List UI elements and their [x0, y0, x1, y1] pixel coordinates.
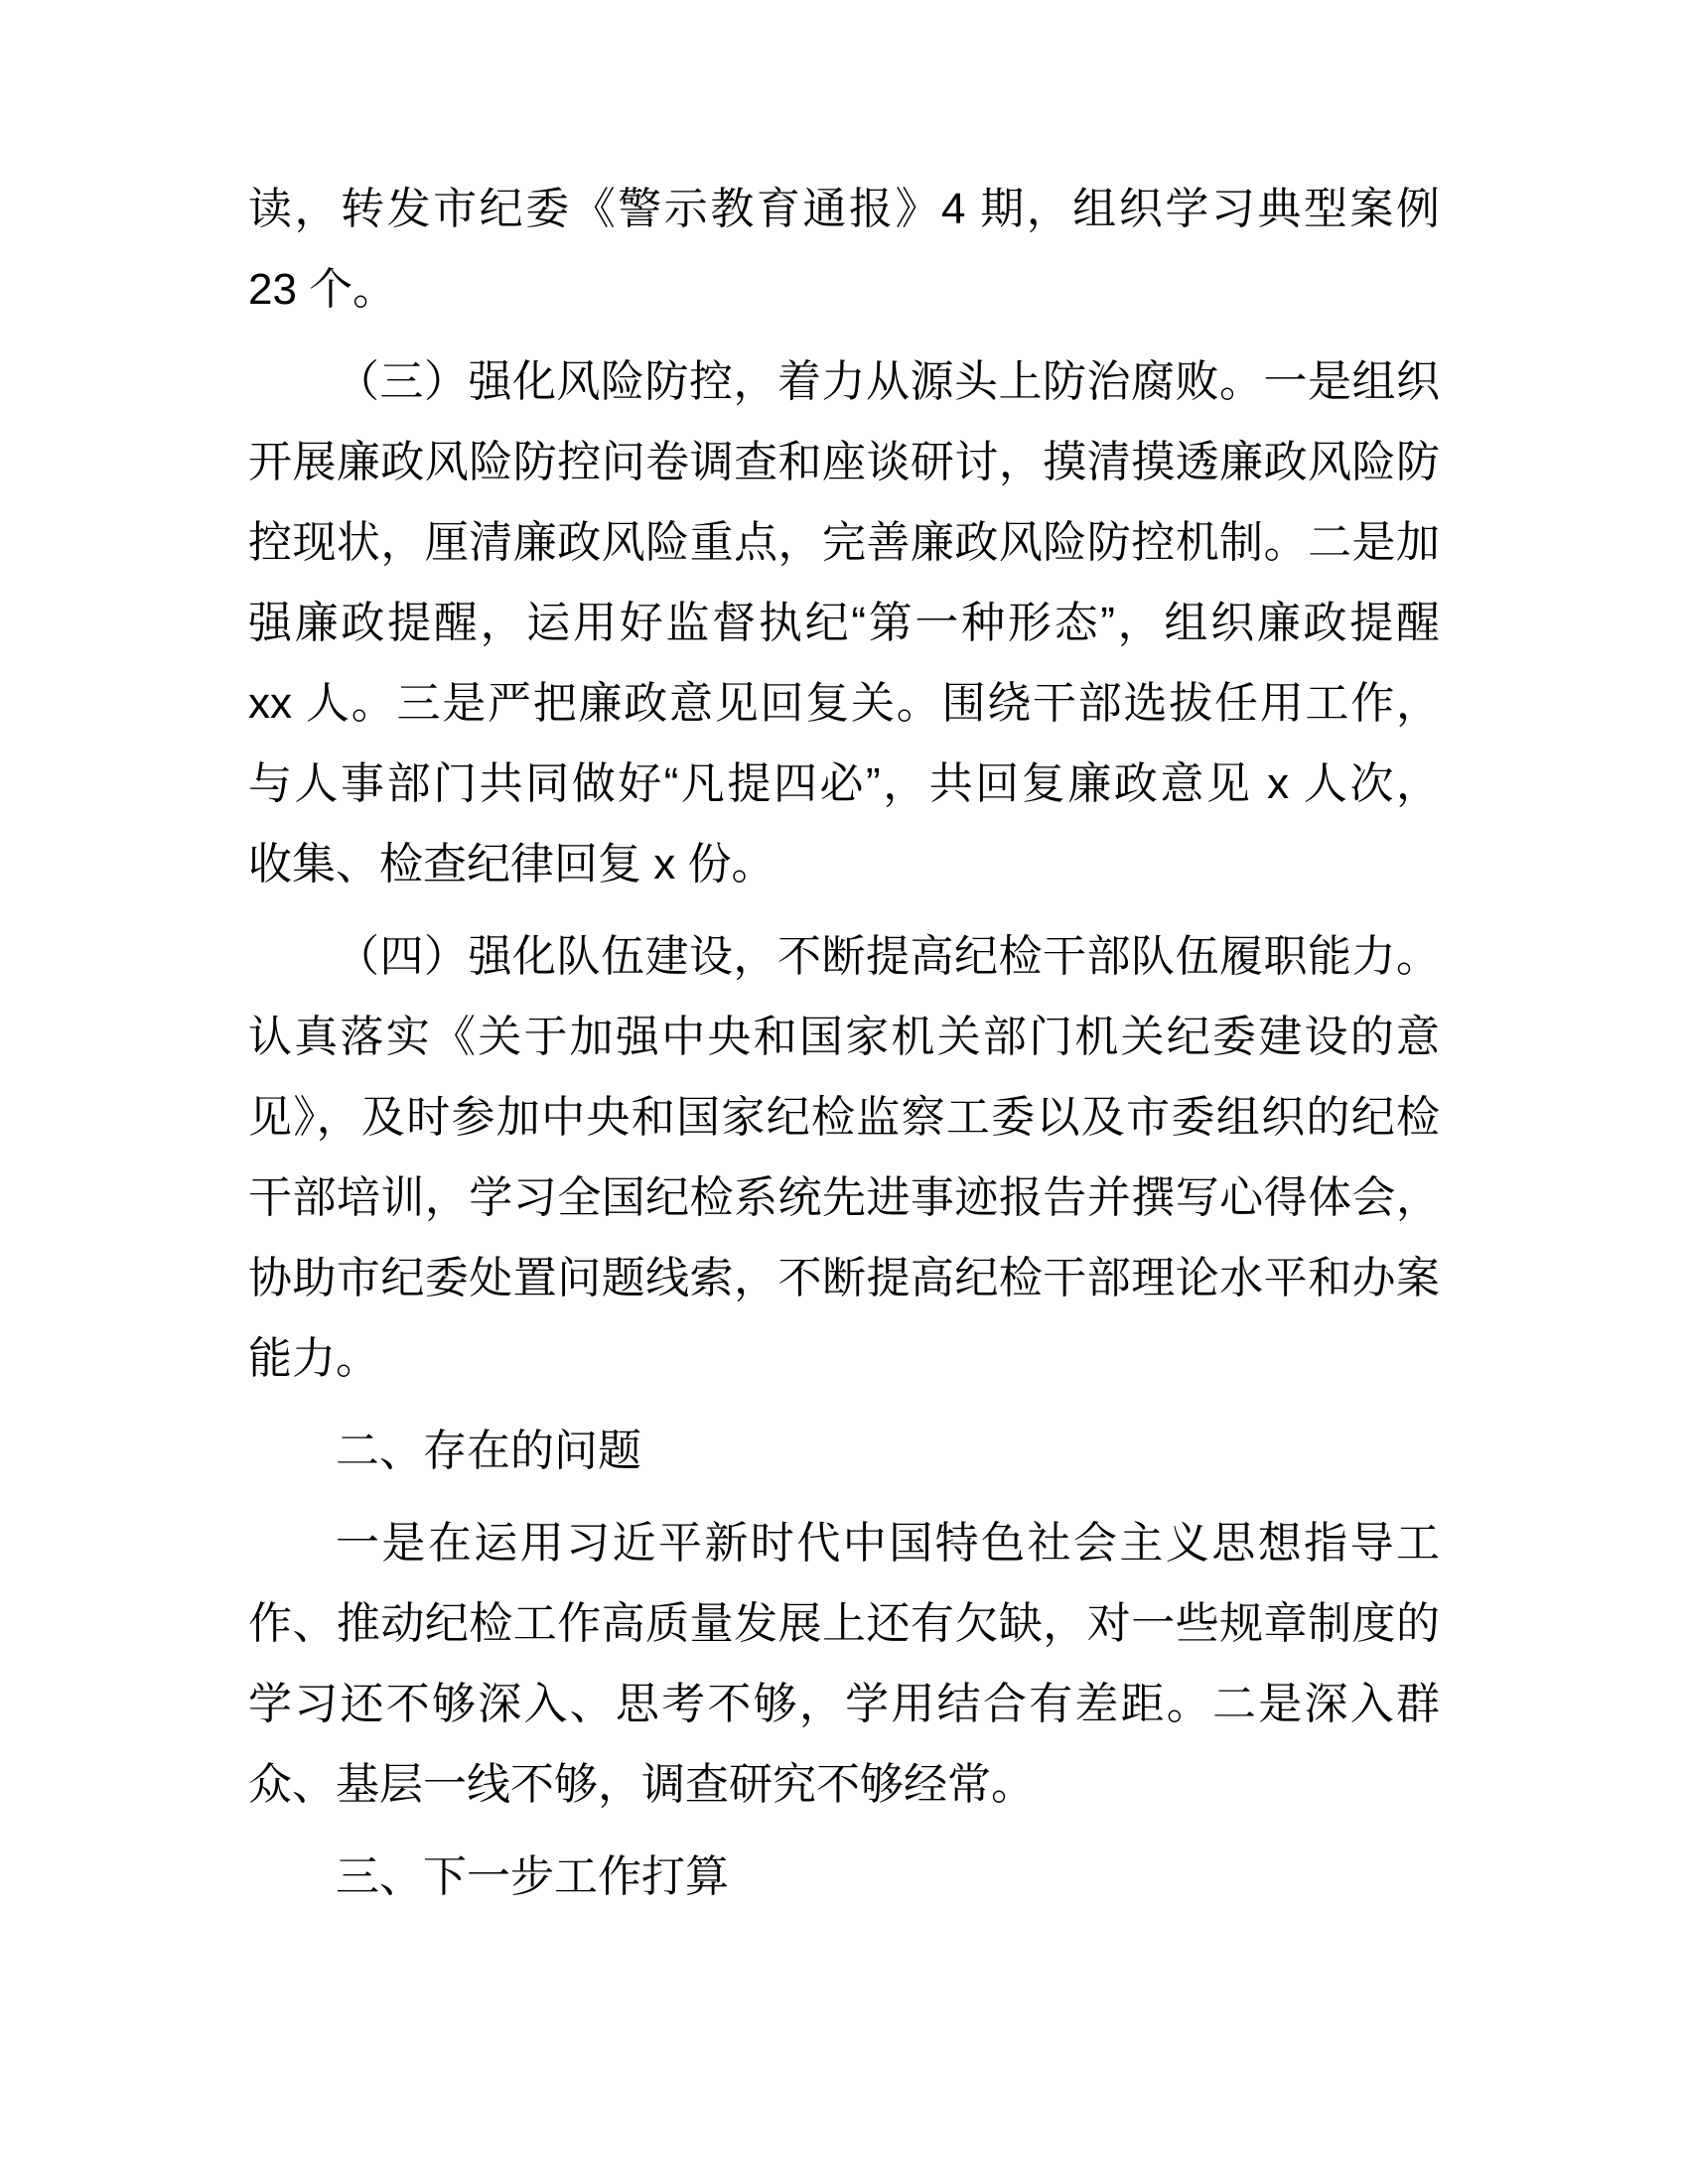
paragraph-continuation-warning-education [248, 169, 1440, 330]
text-line: 干部培训，学习全国纪检系统先进事迹报告并撰写心得体会， [248, 1173, 1440, 1222]
text-line: 强廉政提醒，运用好监督执纪“第一种形态”，组织廉政提醒 [248, 599, 1440, 647]
paragraph-existing-problems-detail [248, 1503, 1440, 1825]
text-line: 收集、检查纪律回复 x 份。 [248, 840, 775, 888]
paragraph-section-four-team-building [248, 916, 1440, 1399]
text-line: 与人事部门共同做好“凡提四必”，共回复廉政意见 x 人次， [248, 759, 1440, 808]
text-line: 开展廉政风险防控问卷调查和座谈研讨，摸清摸透廉政风险防 [248, 438, 1440, 486]
text-line: xx 人。三是严把廉政意见回复关。围绕干部选拔任用工作， [248, 679, 1440, 728]
text-line: 能力。 [248, 1334, 379, 1383]
text-line: 读，转发市纪委《警示教育通报》4 期，组织学习典型案例 [248, 185, 1440, 233]
text-line: 协助市纪委处置问题线索，不断提高纪检干部理论水平和办案 [248, 1254, 1440, 1302]
heading-line: 二、存在的问题 [336, 1427, 641, 1475]
text-line: （四）强化队伍建设，不断提高纪检干部队伍履职能力。 [336, 932, 1440, 981]
text-line: 23 个。 [248, 265, 397, 314]
text-line: 见》，及时参加中央和国家纪检监察工委以及市委组织的纪检 [248, 1093, 1440, 1142]
text-line: 控现状，厘清廉政风险重点，完善廉政风险防控机制。二是加 [248, 518, 1440, 567]
text-line: 作、推动纪检工作高质量发展上还有欠缺，对一些规章制度的 [248, 1599, 1440, 1648]
text-line: 一是在运用习近平新时代中国特色社会主义思想指导工 [336, 1519, 1440, 1568]
heading-section-two-existing-problems [248, 1411, 1440, 1491]
heading-section-three-next-steps [248, 1837, 1440, 1917]
paragraph-section-three-risk-prevention [248, 341, 1440, 904]
text-line: 学习还不够深入、思考不够，学用结合有差距。二是深入群 [248, 1680, 1440, 1728]
text-line: 众、基层一线不够，调查研究不够经常。 [248, 1760, 1035, 1809]
document-content [248, 169, 1440, 1929]
text-line: （三）强化风险防控，着力从源头上防治腐败。一是组织 [336, 357, 1440, 406]
heading-line: 三、下一步工作打算 [336, 1852, 729, 1901]
text-line: 认真落实《关于加强中央和国家机关部门机关纪委建设的意 [248, 1013, 1440, 1061]
